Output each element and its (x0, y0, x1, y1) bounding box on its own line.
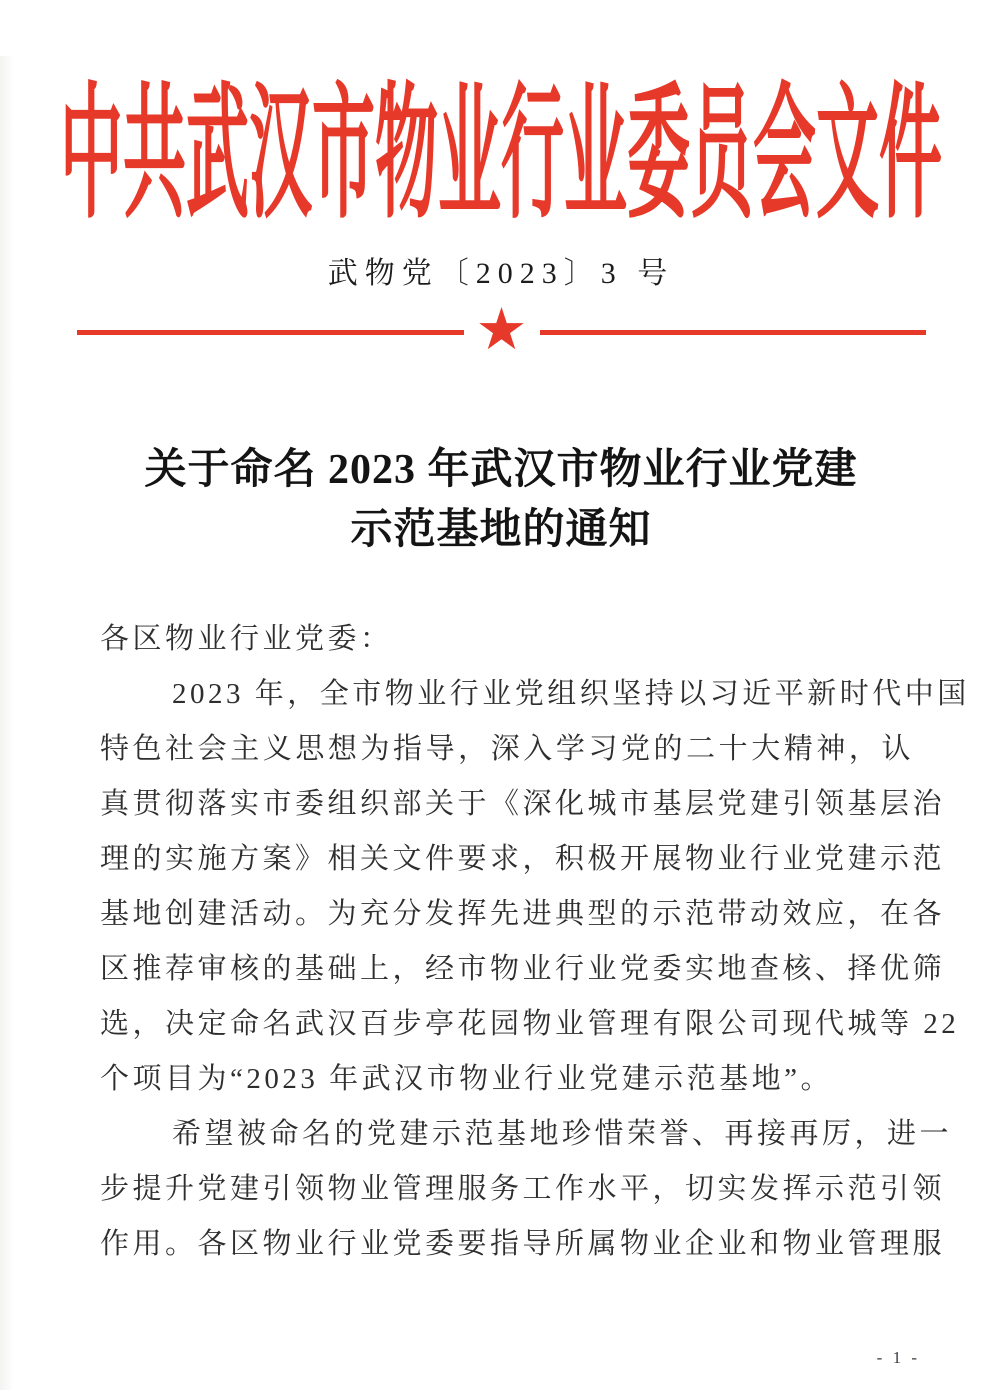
body-line: 区推荐审核的基础上，经市物业行业党委实地查核、择优筛 (100, 953, 946, 985)
body-line-salutation: 各区物业行业党委： (100, 623, 393, 655)
body-line: 特色社会主义思想为指导，深入学习党的二十大精神，认 (100, 733, 914, 765)
document-page (0, 56, 1002, 1390)
document-title (0, 440, 1002, 560)
body-line: 真贯彻落实市委组织部关于《深化城市基层党建引领基层治 (100, 788, 946, 820)
body-line: 个项目为“2023 年武汉市物业行业党建示范基地”。 (100, 1063, 833, 1095)
document-title-line1: 关于命名 2023 年武汉市物业行业党建 (144, 447, 858, 493)
body-line: 步提升党建引领物业管理服务工作水平，切实发挥示范引领 (100, 1173, 946, 1205)
body-line: 2023 年，全市物业行业党组织坚持以习近平新时代中国 (172, 678, 970, 710)
body-line: 作用。各区物业行业党委要指导所属物业企业和物业管理服 (100, 1228, 946, 1260)
letterhead-org-title: 中共武汉市物业行业委员会文件 (60, 73, 942, 236)
body-line: 基地创建活动。为充分发挥先进典型的示范带动效应，在各 (100, 898, 946, 930)
document-number: 武物党〔2023〕3 号 (327, 257, 675, 290)
body-line: 选，决定命名武汉百步亭花园物业管理有限公司现代城等 22 (100, 1008, 960, 1040)
star-icon: ★ (475, 295, 528, 363)
red-divider (77, 295, 926, 363)
document-title-line2: 示范基地的通知 (350, 507, 652, 553)
body-line: 希望被命名的党建示范基地珍惜荣誉、再接再厉，进一 (172, 1118, 953, 1150)
document-body (100, 612, 970, 1272)
page-number: - 1 - (876, 1348, 920, 1367)
letterhead (0, 56, 1002, 236)
divider-rule-left (77, 330, 464, 335)
body-line: 理的实施方案》相关文件要求，积极开展物业行业党建示范 (100, 843, 946, 875)
divider-rule-right (540, 330, 927, 335)
